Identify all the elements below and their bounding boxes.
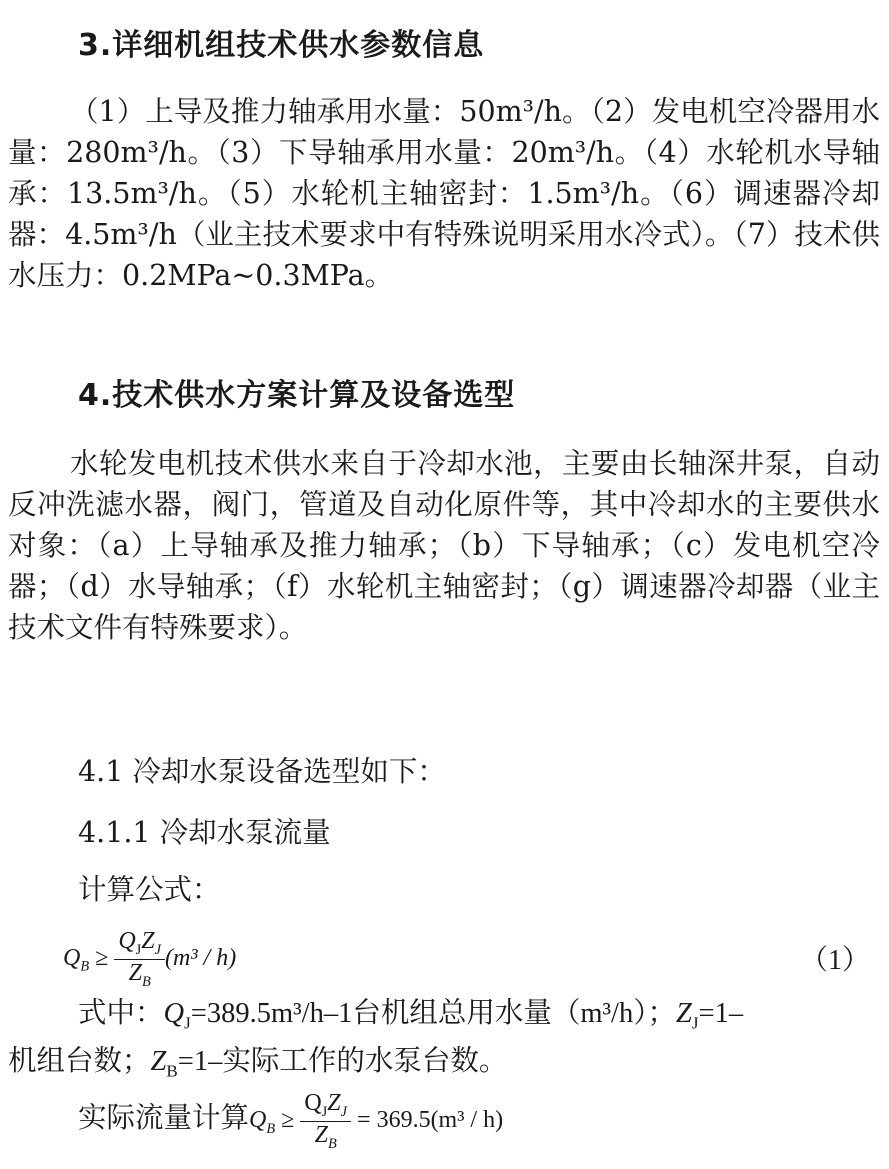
section-4-body: 水轮发电机技术供水来自于冷却水池，主要由长轴深井泵，自动反冲洗滤水器，阀门，管道及自动化原件等，其中冷却水的主要供水对象：（a）上导轴承及推力轴承；（b）下导轴承；（c）发电机空冷器；（d）水导轴承；（f）水轮机主轴密封；（g）调速器冷却器（业主技术文件有特殊要求）。: [8, 447, 880, 644]
formula-1-unit: (m³ / h): [165, 944, 237, 971]
actual-flow-calculation: [78, 1090, 503, 1153]
where-z: Z: [675, 998, 692, 1029]
subsection-4-1-1: 4.1.1 冷却水泵流量: [78, 816, 331, 849]
section-4-heading: 4.技术供水方案计算及设备选型: [78, 378, 516, 413]
where-q: Q: [163, 998, 185, 1029]
formula-1-lhs-sub: B: [80, 958, 90, 975]
formula-1-num-b: Z: [141, 928, 155, 954]
formula-label: 计算公式：: [78, 873, 221, 906]
formula-1-num-a: Q: [118, 928, 136, 954]
section-3-heading: 3.详细机组技术供水参数信息: [78, 28, 485, 63]
actual-lhs: Q: [249, 1106, 267, 1133]
actual-num-b-sub: J: [340, 1103, 348, 1120]
subsection-4-1: 4.1 冷却水泵设备选型如下：: [78, 755, 446, 788]
section-3-body: （1）上导及推力轴承用水量：50m³/h。（2）发电机空冷器用水量：280m³/h。（3）下导轴承用水量：20m³/h。（4）水轮机水导轴承：13.5m³/h。（5）水轮机主轴密封：1.5m³/h。（6）调速器冷却器：4.5m³/h（业主技术要求中有特殊说明采用水冷式）。（7）技术供水压力：0.2MPa~0.3MPa。: [8, 95, 880, 292]
actual-num-b: Z: [327, 1090, 341, 1116]
where-z-sub: J: [691, 1013, 699, 1033]
formula-1-num-b-sub: J: [154, 941, 162, 958]
actual-relation: ≥: [275, 1106, 301, 1133]
formula-1-den-sub: B: [141, 973, 151, 990]
actual-den-sub: B: [327, 1135, 337, 1152]
formula-1-number: （1）: [799, 945, 870, 976]
formula-where-line-2: [8, 1038, 507, 1082]
actual-den: Z: [314, 1121, 328, 1148]
actual-lhs-sub: B: [266, 1120, 276, 1137]
where-line-2-text-2: =1–实际工作的水泵台数。: [177, 1046, 508, 1077]
where-zb-sub: B: [166, 1061, 178, 1081]
formula-1-num-a-sub: J: [135, 941, 142, 958]
formula-1: [8, 916, 880, 990]
actual-fraction: [300, 1090, 351, 1153]
formula-1-den: Z: [128, 959, 142, 986]
where-q-text: =389.5m³/h–1台机组总用水量（m³/h）；: [190, 998, 676, 1029]
formula-1-fraction: [114, 928, 165, 991]
actual-num-a: Q: [304, 1090, 322, 1116]
actual-num-a-sub: J: [321, 1103, 328, 1120]
where-line-2-text-1: 机组台数；: [8, 1046, 151, 1077]
where-prefix: 式中：: [78, 998, 164, 1029]
where-z-text: =1–: [698, 998, 744, 1029]
where-q-sub: J: [184, 1013, 191, 1033]
where-zb: Z: [150, 1046, 167, 1077]
formula-1-relation: ≥: [89, 944, 115, 971]
formula-1-lhs: Q: [63, 944, 81, 971]
actual-flow-label: 实际流量计算: [78, 1102, 250, 1134]
formula-where-line-1: [78, 990, 743, 1034]
actual-result: = 369.5(m³ / h): [351, 1106, 504, 1133]
